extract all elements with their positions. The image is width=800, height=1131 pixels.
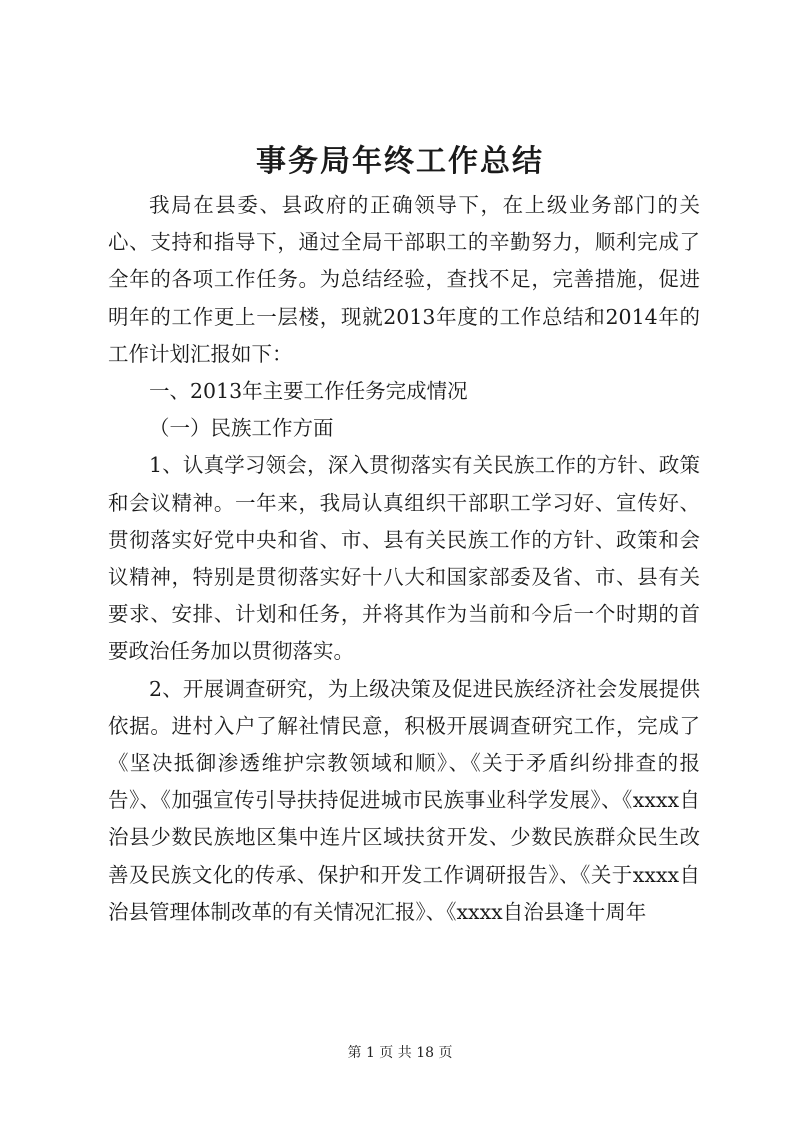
section-heading: 一、2013年主要工作任务完成情况: [149, 379, 468, 404]
paragraph-item-2: 2、开展调查研究，为上级决策及促进民族经济社会发展提供依据。进村入户了解社情民意，积极开展调查研究工作，完成了《坚决抵御渗透维护宗教领域和顺》、《关于矛盾纠纷排查的报告》、《加强宣传引导扶持促进城市民族事业科学发展》、《xxxx自治县少数民族地区集中连片区域扶贫开发、少数民族群众民生改善及民族文化的传承、保护和开发工作调研报告》、《关于xxxx自治县管理体制改革的有关情况汇报》、《xxxx自治县逢十周年: [108, 676, 700, 924]
subsection-heading: （一）民族工作方面: [149, 416, 334, 441]
paragraph-intro: 我局在县委、县政府的正确领导下，在上级业务部门的关心、支持和指导下，通过全局干部职工的辛勤努力，顺利完成了全年的各项工作任务。为总结经验，查找不足，完善措施，促进明年的工作更上一层楼，现就2013年度的工作总结和2014年的工作计划汇报如下：: [108, 193, 700, 366]
paragraph-item-1: 1、认真学习领会，深入贯彻落实有关民族工作的方针、政策和会议精神。一年来，我局认真组织干部职工学习好、宣传好、贯彻落实好党中央和省、市、县有关民族工作的方针、政策和会议精神，特别是贯彻落实好十八大和国家部委及省、市、县有关要求、安排、计划和任务，并将其作为当前和今后一个时期的首要政治任务加以贯彻落实。: [108, 453, 700, 664]
document-body: [108, 187, 700, 931]
document-title: 事务局年终工作总结: [256, 144, 544, 179]
page-number-footer: 第 1 页 共 18 页: [347, 1045, 453, 1061]
